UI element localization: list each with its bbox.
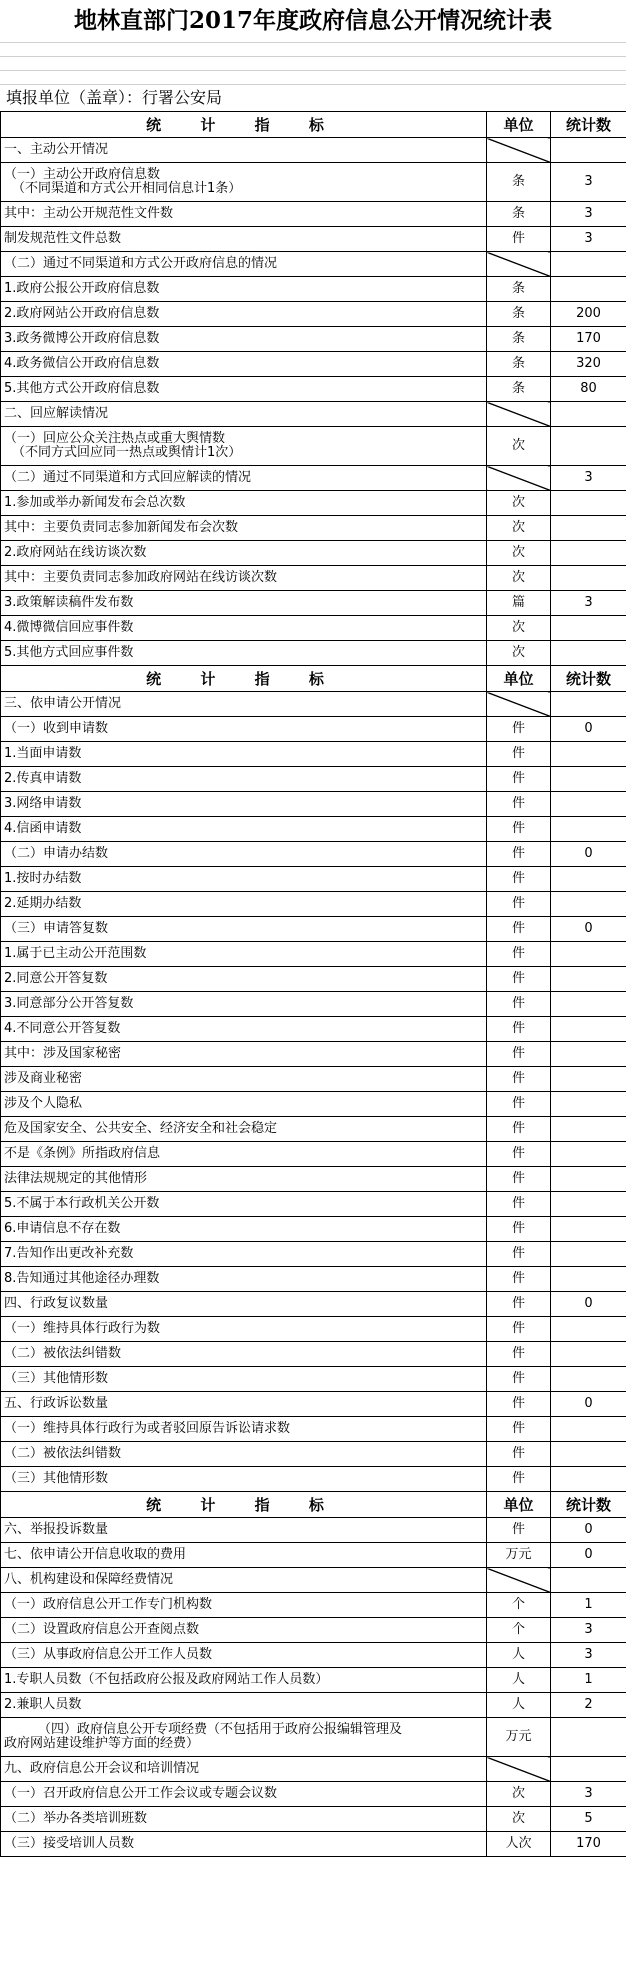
indicator-cell: 八、机构建设和保障经费情况 (1, 1568, 487, 1593)
unit-cell: 万元 (487, 1543, 551, 1568)
count-cell (551, 1367, 626, 1392)
count-cell (551, 692, 626, 717)
table-row (1, 1782, 626, 1807)
indicator-cell: （一）召开政府信息公开工作会议或专题会议数 (1, 1782, 487, 1807)
table-row (1, 1757, 626, 1782)
unit-cell: 件 (487, 1267, 551, 1292)
count-cell: 0 (551, 1518, 626, 1543)
indicator-cell: （二）被依法纠错数 (1, 1342, 487, 1367)
table-row (1, 377, 626, 402)
indicator-cell: 2.政府网站在线访谈次数 (1, 541, 487, 566)
indicator-cell: 九、政府信息公开会议和培训情况 (1, 1757, 487, 1782)
table-row (1, 138, 626, 163)
unit-cell: 件 (487, 1317, 551, 1342)
count-cell (551, 1092, 626, 1117)
table-row (1, 1568, 626, 1593)
count-cell: 1 (551, 1668, 626, 1693)
unit-cell: 次 (487, 566, 551, 591)
unit-cell: 人 (487, 1693, 551, 1718)
indicator-cell: 4.信函申请数 (1, 817, 487, 842)
unit-cell: 件 (487, 967, 551, 992)
table-row (1, 742, 626, 767)
count-cell (551, 867, 626, 892)
indicator-label-line2: （不同方式回应同一热点或舆情计1次） (12, 445, 242, 460)
table-row (1, 1092, 626, 1117)
count-cell (551, 967, 626, 992)
table-row (1, 1593, 626, 1618)
table-row (1, 1442, 626, 1467)
indicator-cell: （二）申请办结数 (1, 842, 487, 867)
indicator-cell: （三）其他情形数 (1, 1367, 487, 1392)
unit-cell: 件 (487, 892, 551, 917)
table-row (1, 302, 626, 327)
count-cell (551, 942, 626, 967)
indicator-cell: 1.属于已主动公开范围数 (1, 942, 487, 967)
indicator-cell: 其中：涉及国家秘密 (1, 1042, 487, 1067)
count-cell (551, 491, 626, 516)
blank-row (0, 42, 626, 56)
unit-cell: 件 (487, 1067, 551, 1092)
count-cell: 0 (551, 842, 626, 867)
indicator-cell: （二）被依法纠错数 (1, 1442, 487, 1467)
count-cell (551, 1042, 626, 1067)
indicator-cell: （一）维持具体行政行为数 (1, 1317, 487, 1342)
count-cell (551, 427, 626, 466)
count-cell (551, 817, 626, 842)
count-cell (551, 1718, 626, 1757)
table-row (1, 402, 626, 427)
table-row (1, 1718, 626, 1757)
unit-cell: 件 (487, 767, 551, 792)
unit-cell: 次 (487, 1807, 551, 1832)
unit-cell: 件 (487, 1367, 551, 1392)
unit-cell (487, 252, 551, 277)
indicator-cell: 1.政府公报公开政府信息数 (1, 277, 487, 302)
table-row (1, 992, 626, 1017)
table-row (1, 917, 626, 942)
table-row (1, 252, 626, 277)
count-cell (551, 1017, 626, 1042)
indicator-cell: 1.按时办结数 (1, 867, 487, 892)
indicator-label: （一）主动公开政府信息数 (4, 167, 161, 182)
indicator-cell: 7.告知作出更改补充数 (1, 1242, 487, 1267)
unit-cell: 篇 (487, 591, 551, 616)
table-header-row (1, 1492, 626, 1518)
unit-cell (487, 402, 551, 427)
table-row (1, 1467, 626, 1492)
indicator-cell: （二）通过不同渠道和方式回应解读的情况 (1, 466, 487, 491)
indicator-label-line2: 政府网站建设维护等方面的经费） (4, 1736, 200, 1751)
unit-cell: 次 (487, 641, 551, 666)
count-cell (551, 892, 626, 917)
count-cell: 3 (551, 466, 626, 491)
unit-cell: 件 (487, 1167, 551, 1192)
blank-row (0, 70, 626, 84)
count-cell (551, 992, 626, 1017)
indicator-cell: 其中：主动公开规范性文件数 (1, 202, 487, 227)
count-cell (551, 1568, 626, 1593)
count-cell (551, 252, 626, 277)
header-count: 统计数 (551, 666, 626, 692)
count-cell: 200 (551, 302, 626, 327)
unit-cell: 件 (487, 1292, 551, 1317)
header-count: 统计数 (551, 112, 626, 138)
indicator-cell: （三）接受培训人员数 (1, 1832, 487, 1857)
table-row (1, 1292, 626, 1317)
indicator-cell: 三、依申请公开情况 (1, 692, 487, 717)
count-cell (551, 516, 626, 541)
table-row (1, 163, 626, 202)
count-cell (551, 277, 626, 302)
table-row (1, 1693, 626, 1718)
unit-cell: 次 (487, 616, 551, 641)
unit-cell: 人 (487, 1643, 551, 1668)
unit-cell: 件 (487, 1442, 551, 1467)
table-row (1, 942, 626, 967)
count-cell: 0 (551, 717, 626, 742)
indicator-cell: 3.同意部分公开答复数 (1, 992, 487, 1017)
table-row (1, 1217, 626, 1242)
table-row (1, 591, 626, 616)
indicator-label-line2: （不同渠道和方式公开相同信息计1条） (12, 181, 242, 196)
table-row (1, 1417, 626, 1442)
unit-cell: 条 (487, 352, 551, 377)
count-cell (551, 1242, 626, 1267)
indicator-cell: 制发规范性文件总数 (1, 227, 487, 252)
table-row (1, 692, 626, 717)
table-row (1, 277, 626, 302)
count-cell: 3 (551, 227, 626, 252)
indicator-cell: 其中：主要负责同志参加政府网站在线访谈次数 (1, 566, 487, 591)
unit-cell: 件 (487, 1217, 551, 1242)
indicator-cell: 1.专职人员数（不包括政府公报及政府网站工作人员数） (1, 1668, 487, 1693)
unit-cell (487, 1568, 551, 1593)
table-row (1, 427, 626, 466)
indicator-cell: 六、举报投诉数量 (1, 1518, 487, 1543)
unit-cell (487, 466, 551, 491)
unit-cell: 件 (487, 817, 551, 842)
unit-cell: 件 (487, 227, 551, 252)
indicator-cell: 七、依申请公开信息收取的费用 (1, 1543, 487, 1568)
count-cell (551, 1442, 626, 1467)
count-cell: 170 (551, 1832, 626, 1857)
unit-cell: 条 (487, 327, 551, 352)
indicator-cell: 其中：主要负责同志参加新闻发布会次数 (1, 516, 487, 541)
table-row (1, 1042, 626, 1067)
table-row (1, 466, 626, 491)
indicator-cell: （三）其他情形数 (1, 1467, 487, 1492)
indicator-cell (1, 1718, 487, 1757)
indicator-cell: 2.延期办结数 (1, 892, 487, 917)
unit-cell: 人 (487, 1668, 551, 1693)
table-row (1, 1518, 626, 1543)
table-row (1, 1807, 626, 1832)
count-cell (551, 1342, 626, 1367)
unit-cell: 个 (487, 1618, 551, 1643)
indicator-cell: 1.参加或举办新闻发布会总次数 (1, 491, 487, 516)
unit-cell: 次 (487, 1782, 551, 1807)
indicator-cell: 5.其他方式公开政府信息数 (1, 377, 487, 402)
unit-cell: 件 (487, 792, 551, 817)
unit-cell: 次 (487, 516, 551, 541)
indicator-cell: 涉及商业秘密 (1, 1067, 487, 1092)
indicator-cell: 2.政府网站公开政府信息数 (1, 302, 487, 327)
header-unit: 单位 (487, 666, 551, 692)
count-cell: 3 (551, 1643, 626, 1668)
header-indicator: 统 计 指 标 (1, 112, 487, 138)
count-cell: 170 (551, 327, 626, 352)
count-cell: 3 (551, 1618, 626, 1643)
table-row (1, 892, 626, 917)
unit-cell: 件 (487, 742, 551, 767)
indicator-cell: 2.兼职人员数 (1, 1693, 487, 1718)
unit-cell: 件 (487, 1092, 551, 1117)
unit-cell: 件 (487, 1518, 551, 1543)
count-cell (551, 566, 626, 591)
table-row (1, 227, 626, 252)
count-cell (551, 1142, 626, 1167)
unit-cell: 条 (487, 163, 551, 202)
table-row (1, 1117, 626, 1142)
statistics-table (0, 111, 626, 1857)
count-cell (551, 1467, 626, 1492)
indicator-cell: 2.同意公开答复数 (1, 967, 487, 992)
reporting-unit: 填报单位（盖章）：行署公安局 (0, 84, 626, 111)
count-cell: 1 (551, 1593, 626, 1618)
table-row (1, 327, 626, 352)
count-cell (551, 1067, 626, 1092)
unit-cell: 件 (487, 1242, 551, 1267)
table-row (1, 1267, 626, 1292)
indicator-cell: 5.其他方式回应事件数 (1, 641, 487, 666)
table-row (1, 541, 626, 566)
table-row (1, 352, 626, 377)
unit-cell: 件 (487, 1017, 551, 1042)
indicator-cell: 不是《条例》所指政府信息 (1, 1142, 487, 1167)
count-cell: 3 (551, 1782, 626, 1807)
count-cell: 320 (551, 352, 626, 377)
table-row (1, 867, 626, 892)
header-unit: 单位 (487, 1492, 551, 1518)
table-row (1, 1342, 626, 1367)
indicator-cell: （二）通过不同渠道和方式公开政府信息的情况 (1, 252, 487, 277)
indicator-cell: 4.政务微信公开政府信息数 (1, 352, 487, 377)
table-row (1, 717, 626, 742)
unit-cell: 件 (487, 917, 551, 942)
unit-cell: 件 (487, 1042, 551, 1067)
page-title: 地林直部门2017年度政府信息公开情况统计表 (73, 7, 552, 34)
unit-cell: 件 (487, 1342, 551, 1367)
indicator-cell: （三）申请答复数 (1, 917, 487, 942)
table-row (1, 1167, 626, 1192)
unit-cell: 次 (487, 427, 551, 466)
indicator-cell: （三）从事政府信息公开工作人员数 (1, 1643, 487, 1668)
count-cell (551, 1317, 626, 1342)
table-row (1, 491, 626, 516)
table-row (1, 767, 626, 792)
table-row (1, 967, 626, 992)
count-cell (551, 1117, 626, 1142)
indicator-cell: 四、行政复议数量 (1, 1292, 487, 1317)
table-row (1, 1392, 626, 1417)
table-row (1, 1618, 626, 1643)
indicator-cell: 1.当面申请数 (1, 742, 487, 767)
unit-cell (487, 1757, 551, 1782)
indicator-cell: 3.网络申请数 (1, 792, 487, 817)
indicator-cell: 8.告知通过其他途径办理数 (1, 1267, 487, 1292)
unit-cell: 件 (487, 942, 551, 967)
unit-cell: 件 (487, 1392, 551, 1417)
unit-cell: 个 (487, 1593, 551, 1618)
table-row (1, 516, 626, 541)
count-cell: 2 (551, 1693, 626, 1718)
unit-cell: 件 (487, 842, 551, 867)
count-cell (551, 1192, 626, 1217)
header-count: 统计数 (551, 1492, 626, 1518)
count-cell (551, 1267, 626, 1292)
indicator-label: （一）回应公众关注热点或重大舆情数 (4, 431, 226, 446)
blank-row (0, 56, 626, 70)
count-cell (551, 1167, 626, 1192)
count-cell: 0 (551, 1543, 626, 1568)
indicator-cell: 法律法规规定的其他情形 (1, 1167, 487, 1192)
indicator-cell: （二）举办各类培训班数 (1, 1807, 487, 1832)
table-row (1, 842, 626, 867)
count-cell: 3 (551, 591, 626, 616)
unit-cell: 件 (487, 1417, 551, 1442)
indicator-cell: 涉及个人隐私 (1, 1092, 487, 1117)
unit-cell: 人次 (487, 1832, 551, 1857)
indicator-cell: （一）政府信息公开工作专门机构数 (1, 1593, 487, 1618)
unit-cell: 件 (487, 992, 551, 1017)
count-cell (551, 767, 626, 792)
indicator-cell: 4.微博微信回应事件数 (1, 616, 487, 641)
indicator-cell: 4.不同意公开答复数 (1, 1017, 487, 1042)
indicator-cell: 二、回应解读情况 (1, 402, 487, 427)
table-row (1, 1643, 626, 1668)
table-row (1, 1543, 626, 1568)
indicator-cell: 3.政务微博公开政府信息数 (1, 327, 487, 352)
unit-cell: 件 (487, 1192, 551, 1217)
table-row (1, 1192, 626, 1217)
indicator-cell: 五、行政诉讼数量 (1, 1392, 487, 1417)
count-cell (551, 402, 626, 427)
count-cell: 0 (551, 1292, 626, 1317)
indicator-cell (1, 163, 487, 202)
count-cell (551, 1217, 626, 1242)
indicator-cell: 一、主动公开情况 (1, 138, 487, 163)
unit-cell: 条 (487, 377, 551, 402)
count-cell (551, 541, 626, 566)
indicator-cell: 危及国家安全、公共安全、经济安全和社会稳定 (1, 1117, 487, 1142)
count-cell: 5 (551, 1807, 626, 1832)
indicator-label: （四）政府信息公开专项经费（不包括用于政府公报编辑管理及 (38, 1722, 403, 1737)
indicator-cell: （一）维持具体行政行为或者驳回原告诉讼请求数 (1, 1417, 487, 1442)
unit-cell: 次 (487, 541, 551, 566)
header-indicator: 统 计 指 标 (1, 666, 487, 692)
indicator-cell (1, 427, 487, 466)
indicator-cell: 2.传真申请数 (1, 767, 487, 792)
count-cell: 0 (551, 1392, 626, 1417)
table-row (1, 792, 626, 817)
indicator-cell: （二）设置政府信息公开查阅点数 (1, 1618, 487, 1643)
header-unit: 单位 (487, 112, 551, 138)
table-row (1, 1017, 626, 1042)
count-cell (551, 742, 626, 767)
count-cell: 3 (551, 202, 626, 227)
table-row (1, 1067, 626, 1092)
indicator-cell: （一）收到申请数 (1, 717, 487, 742)
table-row (1, 566, 626, 591)
unit-cell: 次 (487, 491, 551, 516)
table-row (1, 1367, 626, 1392)
count-cell (551, 1757, 626, 1782)
indicator-cell: 6.申请信息不存在数 (1, 1217, 487, 1242)
table-row (1, 817, 626, 842)
count-cell (551, 616, 626, 641)
unit-cell: 条 (487, 202, 551, 227)
unit-cell: 件 (487, 1142, 551, 1167)
indicator-cell: 5.不属于本行政机关公开数 (1, 1192, 487, 1217)
unit-cell: 条 (487, 277, 551, 302)
unit-cell: 件 (487, 717, 551, 742)
count-cell (551, 641, 626, 666)
table-header-row (1, 666, 626, 692)
indicator-cell: 3.政策解读稿件发布数 (1, 591, 487, 616)
table-row (1, 616, 626, 641)
count-cell (551, 792, 626, 817)
unit-cell (487, 692, 551, 717)
table-row (1, 1242, 626, 1267)
count-cell: 80 (551, 377, 626, 402)
count-cell (551, 138, 626, 163)
unit-cell: 件 (487, 867, 551, 892)
header-indicator: 统 计 指 标 (1, 1492, 487, 1518)
table-header-row (1, 112, 626, 138)
table-row (1, 1668, 626, 1693)
unit-cell: 万元 (487, 1718, 551, 1757)
table-row (1, 641, 626, 666)
table-row (1, 1832, 626, 1857)
unit-cell: 件 (487, 1467, 551, 1492)
count-cell: 3 (551, 163, 626, 202)
unit-cell (487, 138, 551, 163)
unit-cell: 条 (487, 302, 551, 327)
unit-cell: 件 (487, 1117, 551, 1142)
table-row (1, 1142, 626, 1167)
table-row (1, 1317, 626, 1342)
count-cell: 0 (551, 917, 626, 942)
table-row (1, 202, 626, 227)
count-cell (551, 1417, 626, 1442)
